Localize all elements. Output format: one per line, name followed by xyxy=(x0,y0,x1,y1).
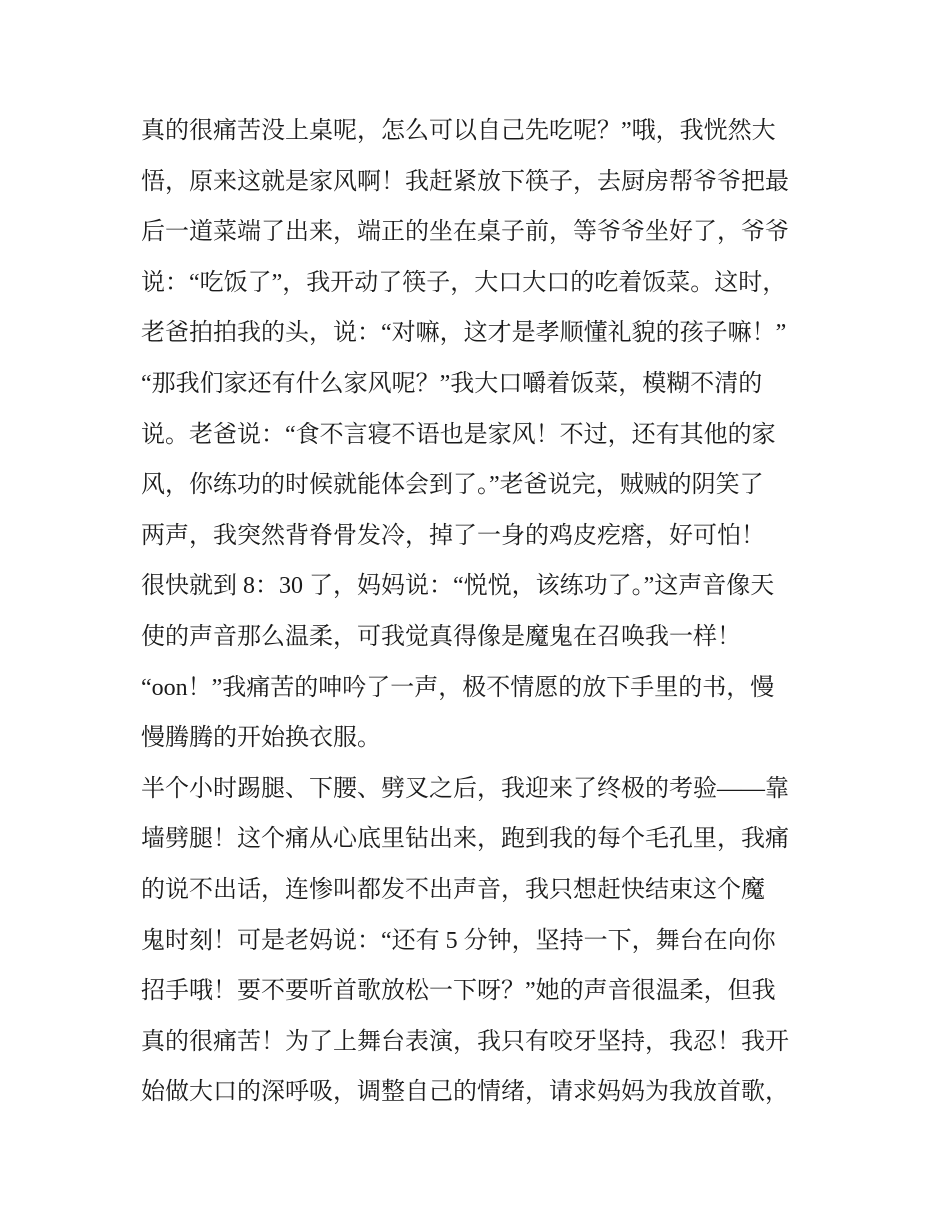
text-line: 说。老爸说：“食不言寝不语也是家风！不过，还有其他的家 xyxy=(141,421,776,448)
text-line: 始做大口的深呼吸，调整自己的情绪，请求妈妈为我放首歌， xyxy=(141,1079,789,1106)
text-line: 后一道菜端了出来，端正的坐在桌子前，等爷爷坐好了，爷爷 xyxy=(141,219,789,246)
text-line: “oon！”我痛苦的呻吟了一声，极不情愿的放下手里的书，慢 xyxy=(141,674,775,701)
text-line: 老爸拍拍我的头，说：“对嘛，这才是孝顺懂礼貌的孩子嘛！” xyxy=(141,320,787,347)
text-line: 鬼时刻！可是老妈说：“还有 5 分钟，坚持一下，舞台在向你 xyxy=(141,927,776,954)
text-line: 真的很痛苦没上桌呢，怎么可以自己先吃呢？”哦，我恍然大 xyxy=(141,118,776,144)
text-line: “那我们家还有什么家风呢？”我大口嚼着饭菜，模糊不清的 xyxy=(141,370,763,397)
text-line: 慢腾腾的开始换衣服。 xyxy=(141,725,381,752)
text-line: 悟，原来这就是家风啊！我赶紧放下筷子，去厨房帮爷爷把最 xyxy=(141,168,789,195)
body-text xyxy=(141,106,813,1118)
text-line: 风，你练功的时候就能体会到了。”老爸说完，贼贼的阴笑了 xyxy=(141,472,764,499)
text-line: 说：“吃饭了”，我开动了筷子，大口大口的吃着饭菜。这时， xyxy=(141,269,787,296)
text-line: 两声，我突然背脊骨发冷，掉了一身的鸡皮疙瘩，好可怕！ xyxy=(141,522,765,549)
text-line: 墙劈腿！这个痛从心底里钻出来，跑到我的每个毛孔里，我痛 xyxy=(141,826,789,853)
text-line: 半个小时踢腿、下腰、劈叉之后，我迎来了终极的考验——靠 xyxy=(141,775,789,802)
text-line: 的说不出话，连惨叫都发不出声音，我只想赶快结束这个魔 xyxy=(141,876,765,903)
text-line: 招手哦！要不要听首歌放松一下呀？”她的声音很温柔，但我 xyxy=(141,978,776,1005)
text-line: 很快就到 8：30 了，妈妈说：“悦悦，该练功了。”这声音像天 xyxy=(141,573,775,600)
text-line: 使的声音那么温柔，可我觉真得像是魔鬼在召唤我一样！ xyxy=(141,623,741,650)
text-line: 真的很痛苦！为了上舞台表演，我只有咬牙坚持，我忍！我开 xyxy=(141,1028,789,1055)
